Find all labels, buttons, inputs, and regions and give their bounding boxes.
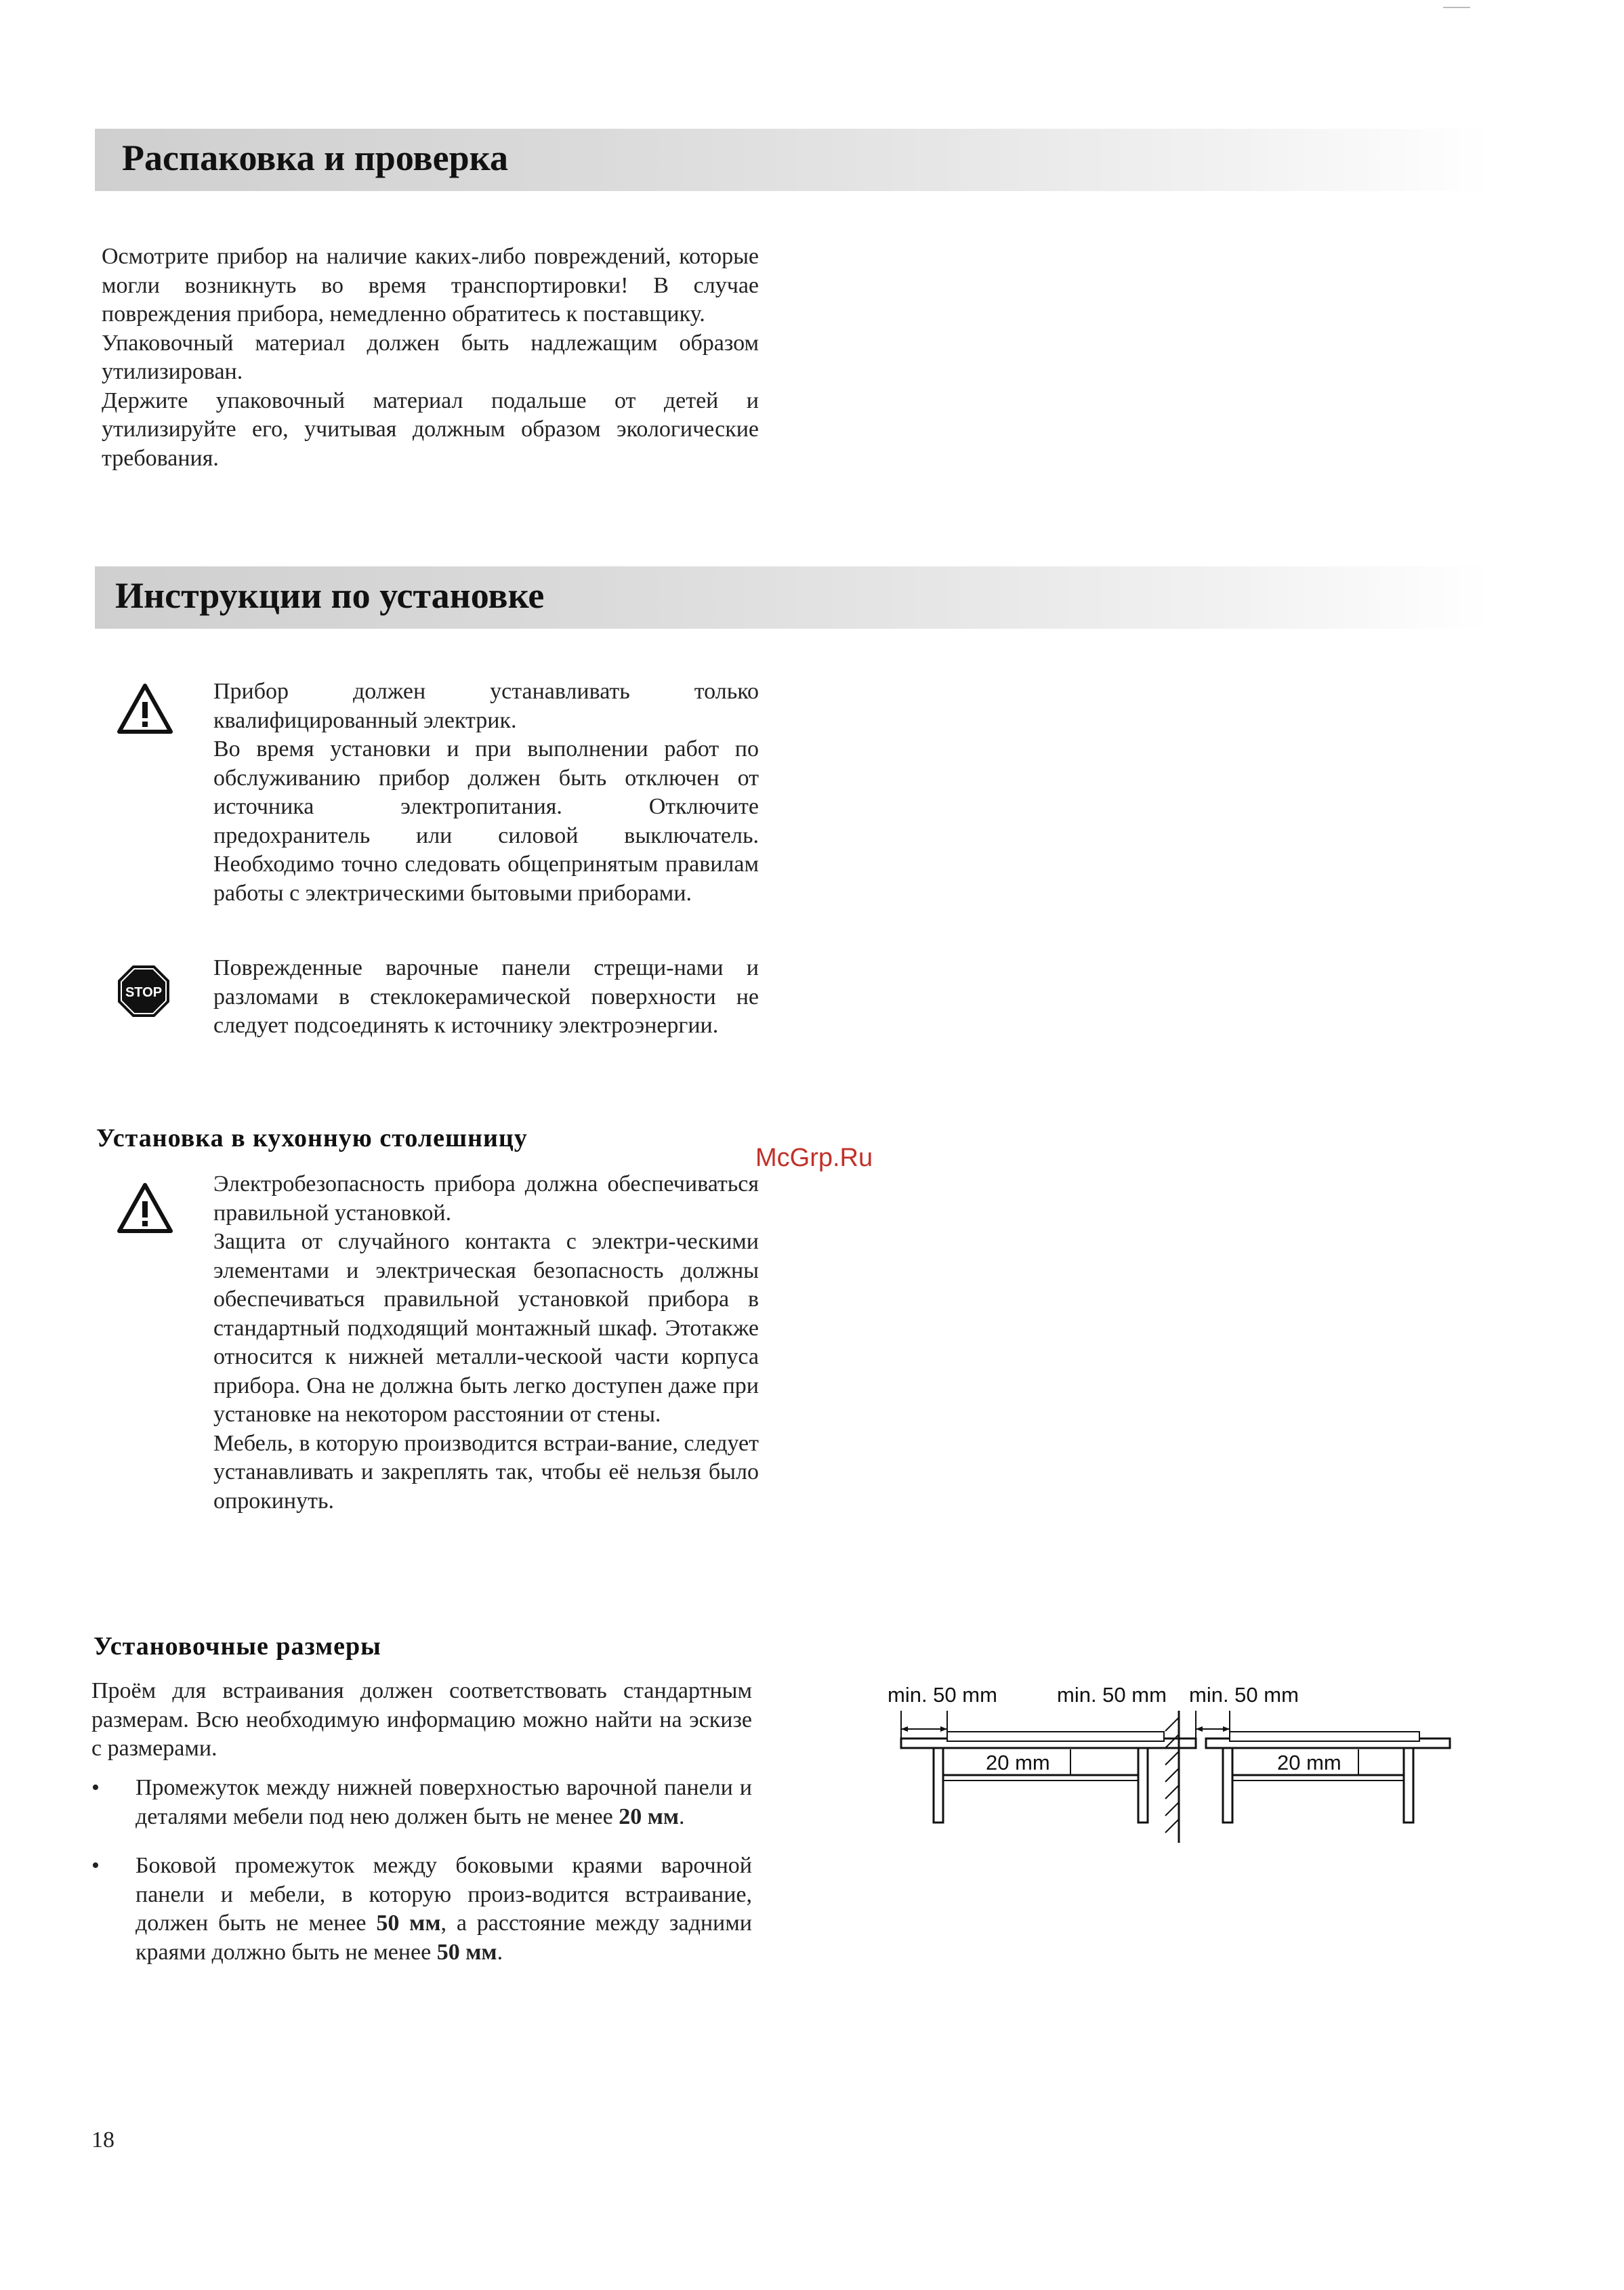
list-item-mid: , а расстояние между задними краями должно быть не менее bbox=[136, 1911, 752, 1965]
wall-hatch bbox=[1165, 1711, 1179, 1843]
label-gap-left: 20 mm bbox=[986, 1751, 1050, 1774]
paragraph: Поврежденные варочные панели стрещи-нами и разломами в стеклокерамической поверхности не следует подсоединять к источнику электроэнергии. bbox=[213, 955, 759, 1038]
paragraph: Проём для встраивания должен соответствовать стандартным размерам. Всю необходимую информацию можно найти на эскизе с размерами. bbox=[91, 1678, 752, 1761]
bullet-icon: • bbox=[91, 1775, 100, 1800]
subheading-countertop: Установка в кухонную столешницу bbox=[96, 1124, 528, 1152]
watermark: McGrp.Ru bbox=[755, 1144, 873, 1172]
list-item-bold: 20 мм bbox=[619, 1804, 680, 1829]
paragraph: Мебель, в которую производится встраи-вание, следует устанавливать и закреплять так, чтобы её нельзя было опрокинуть. bbox=[213, 1430, 759, 1514]
section-header-unpacking bbox=[95, 129, 1491, 191]
list-item-bold: 50 мм bbox=[436, 1939, 497, 1965]
page-number: 18 bbox=[91, 2127, 114, 2152]
stop-label: STOP bbox=[125, 985, 163, 1000]
section-title: Инструкции по установке bbox=[115, 575, 545, 616]
left-installation-drawing bbox=[901, 1711, 1196, 1823]
stop-sign-icon bbox=[117, 964, 171, 1018]
installation-dimensions-diagram bbox=[881, 1673, 1463, 1850]
paragraph: Упаковочный материал должен быть надлежащим образом утилизирован. bbox=[102, 330, 759, 384]
label-min-left: min. 50 mm bbox=[888, 1683, 997, 1707]
list-item-bold: 50 мм bbox=[376, 1911, 441, 1936]
list-item-text: Боковой промежуток между боковыми краями варочной панели и мебели, в которую произ-водится встраивание, должен быть не менее bbox=[136, 1853, 752, 1936]
paragraph: Осмотрите прибор на наличие каких-либо повреждений, которые могли возникнуть во время транспортировки! В случае повреждения прибора, немедленно обратитесь к поставщику. bbox=[102, 244, 759, 327]
list-item-text: Промежуток между нижней поверхностью варочной панели и деталями мебели под нею должен быть не менее bbox=[136, 1775, 752, 1829]
warning-triangle-icon bbox=[117, 683, 173, 734]
section-title: Распаковка и проверка bbox=[122, 138, 508, 178]
dimensions-intro bbox=[91, 1677, 752, 1764]
warning-triangle-icon bbox=[117, 1182, 173, 1234]
list-item-tail: . bbox=[497, 1939, 503, 1965]
unpacking-text bbox=[102, 243, 759, 473]
list-item bbox=[91, 1852, 752, 1967]
stop-text bbox=[213, 954, 759, 1041]
paragraph: Защита от случайного контакта с электри-ческими элементами и электрическая безопасность должны обеспечиваться правильной установкой прибора в стандартный подходящий монтажный шкаф. Этотакже относится к нижней металли-ческоой части корпуса прибора. Она не должна быть легко доступен даже при установке на некотором расстоянии от стены. bbox=[213, 1229, 759, 1427]
list-item-tail: . bbox=[679, 1804, 685, 1829]
right-installation-drawing bbox=[1196, 1711, 1450, 1823]
warning-text-qualified-electrician bbox=[213, 678, 759, 908]
label-gap-right: 20 mm bbox=[1277, 1751, 1341, 1774]
bullet-icon: • bbox=[91, 1853, 100, 1878]
countertop-text bbox=[213, 1170, 759, 1516]
dimensions-list bbox=[91, 1774, 752, 1987]
paragraph: Держите упаковочный материал подальше от детей и утилизируйте его, учитывая должным образом экологические требования. bbox=[102, 388, 759, 471]
section-header-installation bbox=[95, 566, 1491, 629]
list-item bbox=[91, 1774, 752, 1831]
label-min-right: min. 50 mm bbox=[1189, 1683, 1299, 1707]
label-min-mid: min. 50 mm bbox=[1057, 1683, 1167, 1707]
paragraph: Электробезопасность прибора должна обеспечиваться правильной установкой. bbox=[213, 1171, 759, 1226]
paragraph: Прибор должен устанавливать только квалифицированный электрик. bbox=[213, 679, 759, 733]
paragraph: Во время установки и при выполнении работ по обслуживанию прибор должен быть отключен от источника электропитания. Отключите предохранитель или силовой выключатель. Необходимо точно следовать общепринятым правилам работы с электрическими бытовыми приборами. bbox=[213, 736, 759, 906]
scan-mark bbox=[1443, 7, 1470, 8]
subheading-dimensions: Установочные размеры bbox=[93, 1632, 381, 1661]
